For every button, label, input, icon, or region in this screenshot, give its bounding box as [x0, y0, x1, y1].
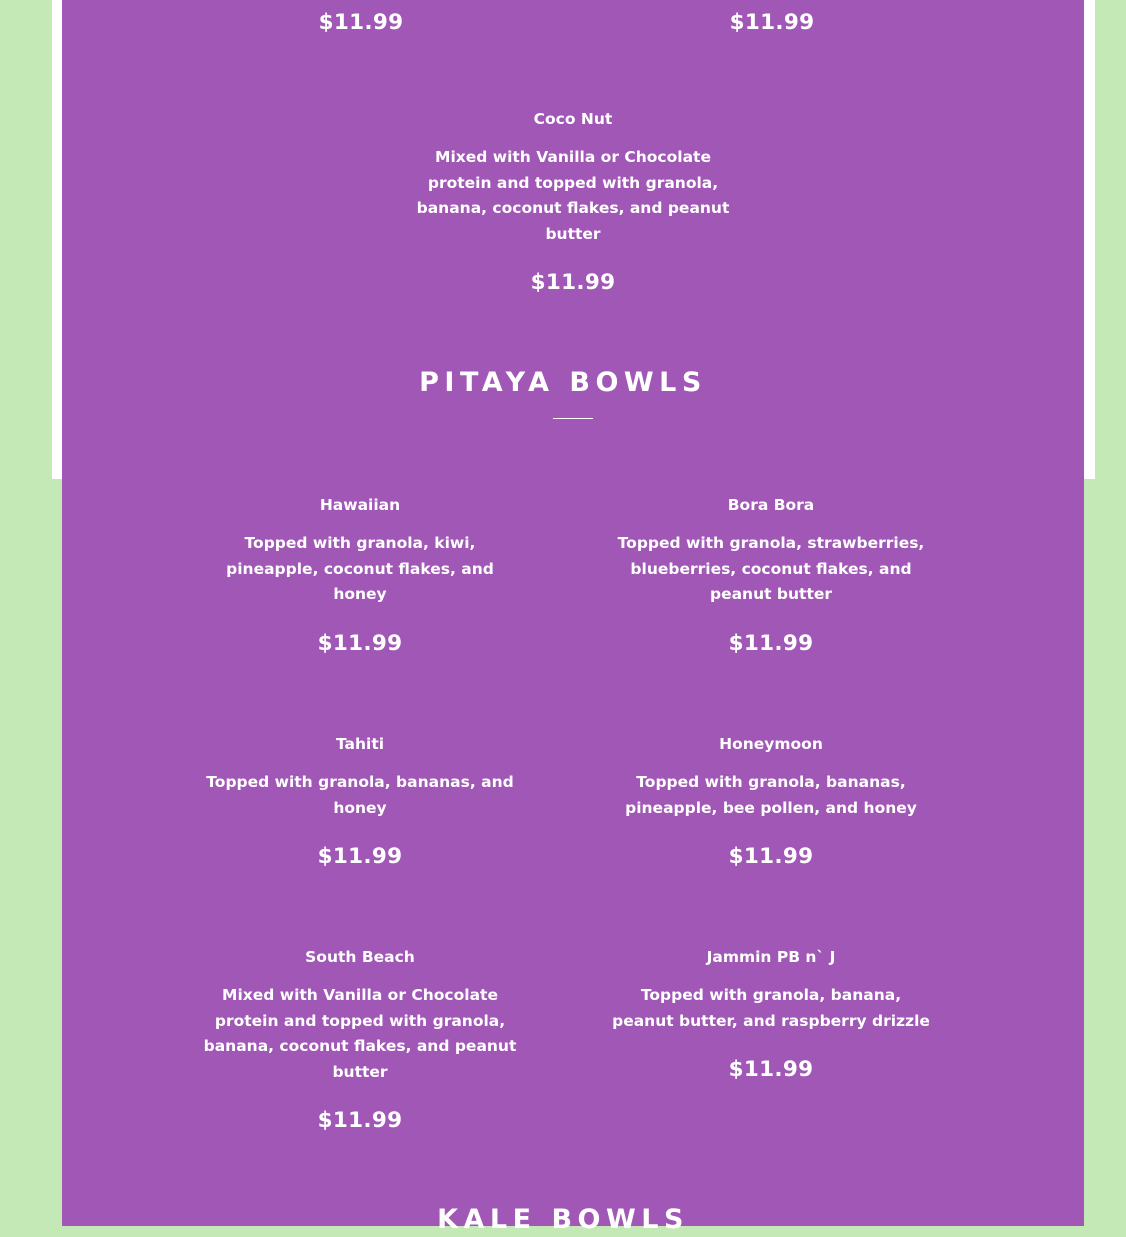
item-name: South Beach: [305, 948, 415, 966]
item-description: Topped with granola, kiwi, pineapple, coconut flakes, and honey: [226, 534, 494, 603]
section-title-kale-bowls: KALE BOWLS: [437, 1204, 689, 1235]
item-price: $11.99: [317, 1108, 403, 1133]
item-description: Mixed with Vanilla or Chocolate protein and topped with granola, banana, coconut flakes, and peanut butter: [416, 148, 730, 243]
item-description: Topped with granola, bananas, and honey: [206, 773, 514, 817]
menu-item-hawaiian: [200, 495, 520, 658]
item-name: Tahiti: [335, 735, 385, 753]
item-description: Mixed with Vanilla or Chocolate protein and topped with granola, banana, coconut flakes, and peanut butter: [203, 986, 517, 1081]
item-price: $11.99: [728, 844, 814, 869]
item-name: Jammin PB n` J: [706, 948, 836, 966]
item-price: $11.99: [317, 630, 403, 656]
menu-item-south-beach: [200, 947, 520, 1135]
menu-item-tahiti: [200, 734, 520, 871]
menu-item-coco-nut: [413, 109, 733, 297]
menu-item-bora-bora: [611, 495, 931, 658]
item-price: $11.99: [530, 270, 616, 295]
section-divider: [553, 418, 593, 419]
item-description: Topped with granola, bananas, pineapple, bee pollen, and honey: [625, 773, 917, 817]
item-price: $11.99: [729, 10, 815, 35]
menu-item-jammin-pb-n-j: [611, 947, 931, 1084]
item-description: Topped with granola, strawberries, blueberries, coconut flakes, and peanut butter: [617, 534, 925, 603]
item-name: Coco Nut: [533, 110, 613, 128]
item-name: Hawaiian: [319, 496, 401, 514]
section-title-pitaya-bowls: PITAYA BOWLS: [419, 367, 707, 398]
item-price: $11.99: [728, 1057, 814, 1082]
item-name: Bora Bora: [727, 496, 815, 514]
item-description: Topped with granola, banana, peanut butter, and raspberry drizzle: [612, 986, 930, 1030]
menu-item-honeymoon: [611, 734, 931, 871]
item-price: $11.99: [317, 844, 403, 869]
item-name: Honeymoon: [719, 735, 823, 753]
item-price: $11.99: [318, 10, 404, 35]
item-price: $11.99: [728, 630, 814, 656]
